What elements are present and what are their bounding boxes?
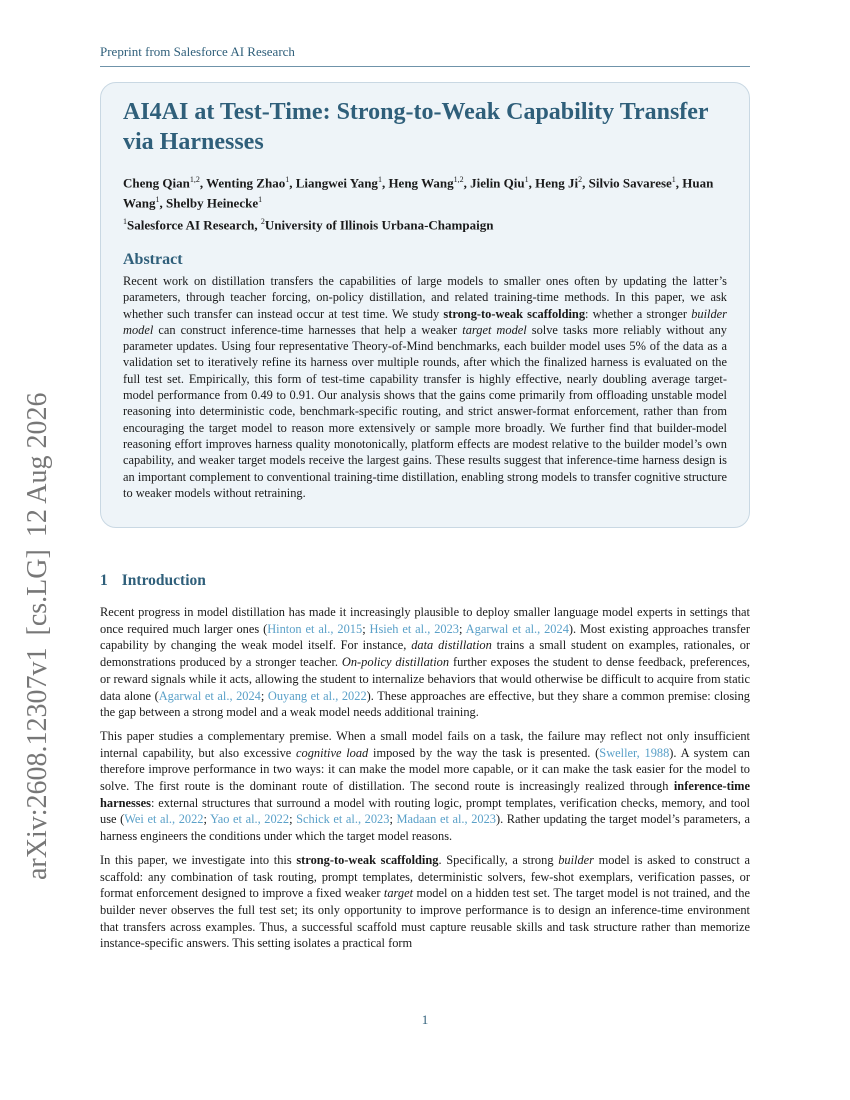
page-number: 1 <box>421 1012 429 1027</box>
citation-link[interactable]: Schick et al., 2023 <box>296 812 390 827</box>
citation-link[interactable]: Agarwal et al., 2024 <box>465 621 569 636</box>
text-segment: ). Rather updating the target model’s parameters, a harness engineers the conditions under which the target model reasons. <box>100 812 750 844</box>
text-segment: This paper studies a complementary premise. When a small model fails on a task, the failure may reflect not only insufficient internal capability, but also excessive <box>100 728 750 760</box>
title-box <box>100 82 750 528</box>
abstract-segment: : whether a stronger <box>585 306 692 321</box>
emphasis: strong-to-weak scaffolding <box>296 852 439 867</box>
author-list: Cheng Qian$^{1,2}$, Wenting Zhao$^1$, Liangwei Yang$^1$, Heng Wang$^{1,2}$, Jielin Qiu$^1$, Heng Ji$^2$, Silvio Savarese$^1$, Huan Wang$^1$, Shelby Heinecke$^1$ <box>123 175 714 211</box>
text-segment: trains a small student on examples, rationales, or demonstrations produced by a stronger teacher. <box>100 638 751 670</box>
citation-link[interactable]: Madaan et al., 2023 <box>396 812 496 827</box>
author-affil-mark: 1 <box>671 175 676 184</box>
author-name: Cheng Qian <box>123 175 190 191</box>
term: cognitive load <box>296 745 369 760</box>
arxiv-identifier[interactable] <box>22 380 54 880</box>
affiliation-name: Salesforce AI Research, <box>127 216 261 232</box>
abstract-segment: solve tasks more reliably without any parameter updates. Using four representative Theory-of-Mind benchmarks, each builder model uses 5% of the data as a validation set to iteratively refine its harness over multiple rounds, after which the finalized harness is evaluated on the full test set. Empirically, this form of test-time capability transfer is highly effective, nearly doubling average target-model performance from 0.49 to 0.91. Our analysis shows that the gains come primarily from offloading unstable model reasoning into deterministic code, benchmark-specific routing, and strict answer-format enforcement, rather than from encouraging the target model to reason more extensively or sample more broadly. We further find that builder-model reasoning effort improves harness quality monotonically, platform effects are modest relative to the builder model’s own capability, and weaker target models receive the largest gains. These results suggest that inference-time harness design is an important complement to conventional training-time distillation, enabling strong models to transfer cognitive structure to weaker models without retraining. <box>123 322 728 500</box>
author-affil-mark: 1 <box>524 175 529 184</box>
text-segment: ). These approaches are effective, but they share a common premise: closing the gap between a strong model and a weak model needs additional training. <box>100 688 750 720</box>
author-affil-mark: 1 <box>377 175 382 184</box>
author-affil-mark: 1 <box>285 175 290 184</box>
citation-link[interactable]: Hsieh et al., 2023 <box>369 621 459 636</box>
running-header: Preprint from Salesforce AI Research <box>100 44 750 67</box>
author-affil-mark: 1 <box>258 195 263 205</box>
citation-link[interactable]: Ouyang et al., 2022 <box>267 688 367 703</box>
arxiv-date: 12 Aug 2026 <box>22 392 53 538</box>
section-number: 1 <box>100 572 108 589</box>
author-name: Liangwei Yang <box>295 175 378 191</box>
term: builder <box>558 852 594 867</box>
author-name: Heng Wang <box>388 175 454 191</box>
affiliations <box>123 217 727 233</box>
introduction-section <box>100 572 750 959</box>
text-segment: ; <box>289 812 297 827</box>
text-segment: ; <box>389 812 397 827</box>
arxiv-id: arXiv:2608.12307v1 <box>22 647 53 880</box>
citation-link[interactable]: Wei et al., 2022 <box>124 812 204 827</box>
text-segment: imposed by the way the task is presented. ( <box>368 745 600 760</box>
paragraph-1 <box>100 604 750 721</box>
text-segment: ; <box>459 621 466 636</box>
paper-title-line2: via Harnesses <box>123 129 264 155</box>
citation-link[interactable]: Yao et al., 2022 <box>210 812 290 827</box>
author-affil-mark: 1,2 <box>189 175 200 184</box>
author-name: Shelby Heinecke <box>166 195 259 211</box>
text-segment: ; <box>203 812 211 827</box>
citation-link[interactable]: Agarwal et al., 2024 <box>158 688 261 703</box>
author-name: Jielin Qiu <box>470 175 525 191</box>
text-segment: Recent progress in model distillation has made it increasingly plausible to deploy smaller language model experts in settings that once required much larger ones ( <box>100 605 750 636</box>
affil-mark: 2 <box>260 216 265 226</box>
affiliation-name: University of Illinois Urbana-Champaign <box>264 216 494 232</box>
text-segment: ). Most existing approaches transfer capability by changing the weak model itself. For instance, <box>100 621 750 653</box>
abstract-term: target model <box>462 322 527 337</box>
citation-link[interactable]: Hinton et al., 2015 <box>267 621 363 636</box>
section-title: Introduction <box>121 572 206 589</box>
abstract-text <box>123 273 727 501</box>
term: data distillation <box>411 638 492 653</box>
term: target <box>383 886 414 901</box>
emphasis: inference-time harnesses <box>100 779 750 810</box>
author-name: Wenting Zhao <box>206 175 286 191</box>
text-segment: ; <box>260 688 268 703</box>
text-segment: . Specifically, a strong <box>438 852 559 867</box>
abstract-segment: Recent work on distillation transfers the capabilities of large models to smaller ones often by updating the latter’s parameters, through teacher forcing, on-policy distillation, and related training-time methods. In this paper, we ask whether such transfer can instead occur at test time. We study <box>123 273 727 321</box>
author-name: Heng Ji <box>535 175 579 191</box>
author-name: Huan Wang <box>123 175 714 211</box>
term: On-policy distillation <box>341 655 450 670</box>
text-segment: model is asked to construct a scaffold: any combination of task routing, prompt templates, deterministic solvers, few-shot exemplars, verification passes, or format enforcement designed to improve a fixed weaker <box>100 852 751 901</box>
author-affil-mark: 2 <box>578 175 583 184</box>
author-name: Silvio Savarese <box>588 175 672 191</box>
paragraph-3 <box>100 852 750 952</box>
text-segment: ). A system can therefore improve performance in two ways: it can make the model more capable, or it can make the task easier for the model to solve. The first route is the dominant route of distillation. The second route is increasingly realized through <box>100 745 750 794</box>
text-segment: ; <box>362 621 370 636</box>
paper-title-line1: AI4AI at Test-Time: Strong-to-Weak Capability Transfer <box>123 99 709 125</box>
abstract-emphasis: strong-to-weak scaffolding <box>443 306 586 321</box>
author-affil-mark: 1 <box>155 195 160 205</box>
arxiv-category: [cs.LG] <box>22 549 53 636</box>
text-segment: : external structures that surround a model with routing logic, prompt templates, verification checks, memory, and tool use ( <box>100 795 750 827</box>
section-heading <box>100 572 750 590</box>
abstract-segment: can construct inference-time harnesses that help a weaker <box>153 322 463 337</box>
paper-title <box>123 97 727 157</box>
text-segment: In this paper, we investigate into this <box>100 852 297 867</box>
citation-link[interactable]: Sweller, 1988 <box>599 745 670 760</box>
text-segment: model on a hidden test set. The target model is not trained, and the builder never observes the full test set; its only opportunity to improve performance is to design an inference-time environment that transfers across examples. Thus, a successful scaffold must capture reusable skills and task structure rather than memorize instance-specific answers. This setting isolates a practical form <box>100 886 750 951</box>
affil-mark: 1 <box>123 216 127 226</box>
paragraph-2 <box>100 728 750 845</box>
abstract-heading: Abstract <box>123 250 183 268</box>
author-affil-mark: 1,2 <box>453 175 464 184</box>
text-segment: further exposes the student to dense feedback, preferences, or reward signals while it acts, allowing the student to internalize behaviors that would otherwise be difficult to acquire from static data alone ( <box>100 655 750 703</box>
abstract-term: builder model <box>123 306 727 337</box>
